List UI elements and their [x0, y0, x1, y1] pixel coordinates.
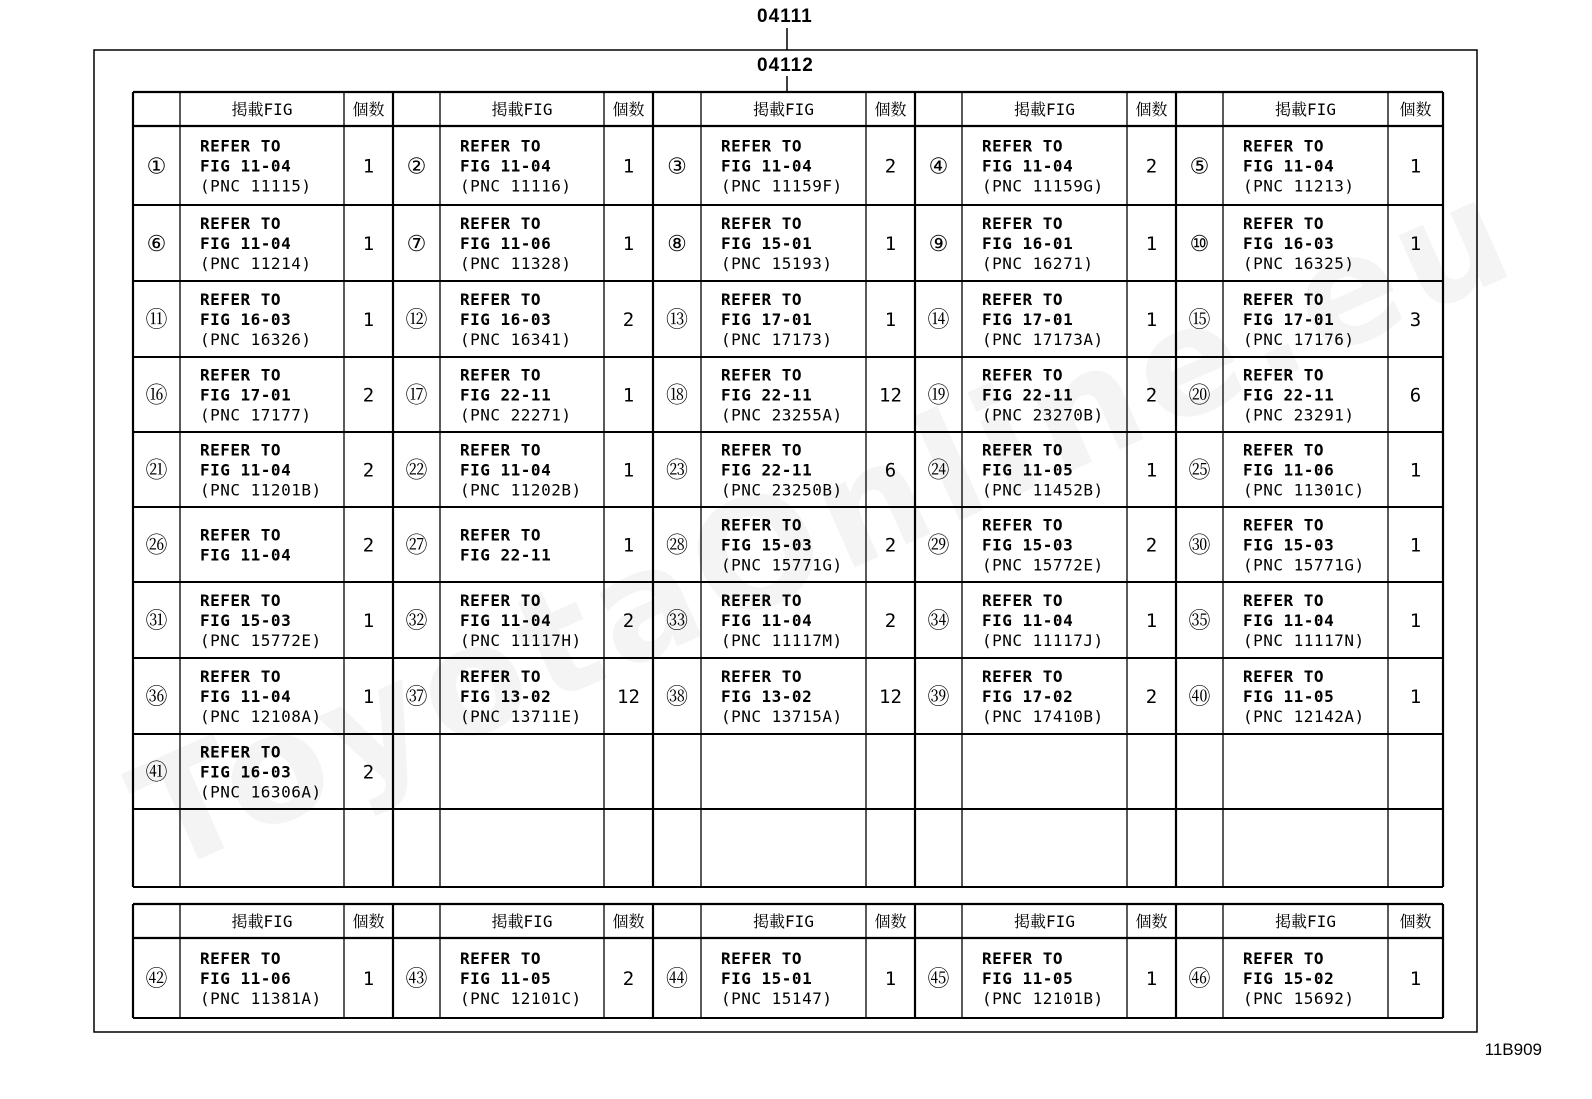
item-number: ㉘: [665, 533, 689, 559]
item-number: ㊺: [927, 967, 950, 992]
quantity-value: 1: [1409, 155, 1422, 178]
reference-text: REFER TO: [1243, 290, 1325, 309]
reference-text: (PNC 11452B): [982, 480, 1104, 500]
reference-text: FIG 17-01: [1243, 310, 1335, 329]
qty-column-header: 個数: [612, 912, 645, 931]
quantity-value: 2: [622, 968, 635, 990]
reference-text: (PNC 15772E): [200, 631, 322, 650]
reference-text: FIG 22-11: [460, 545, 552, 565]
upper-reference-table: [133, 92, 1443, 887]
quantity-value: 2: [622, 309, 635, 331]
item-number: ㉚: [1188, 533, 1211, 559]
reference-text: (PNC 23291): [1243, 405, 1355, 425]
item-number: ⑮: [1188, 308, 1211, 333]
reference-text: REFER TO: [1243, 136, 1325, 156]
reference-text: FIG 16-03: [200, 310, 292, 329]
reference-text: FIG 22-11: [1243, 385, 1335, 405]
reference-text: (PNC 16326): [200, 330, 312, 349]
reference-text: (PNC 17176): [1243, 330, 1355, 349]
quantity-value: 1: [362, 309, 375, 331]
quantity-value: 1: [362, 233, 375, 255]
reference-text: REFER TO: [460, 591, 542, 610]
item-number: ⑩: [1189, 232, 1210, 257]
reference-text: (PNC 11213): [1243, 176, 1355, 196]
reference-text: (PNC 15692): [1243, 989, 1355, 1008]
item-number: ⑯: [145, 383, 168, 409]
reference-text: FIG 11-06: [200, 969, 292, 988]
item-number: ⑪: [145, 308, 168, 333]
reference-text: REFER TO: [721, 136, 803, 156]
reference-text: FIG 11-04: [200, 545, 292, 565]
reference-text: (PNC 11115): [200, 176, 312, 196]
reference-text: REFER TO: [1243, 515, 1325, 535]
item-number: ㉖: [145, 533, 168, 559]
reference-text: REFER TO: [982, 667, 1064, 686]
quantity-value: 1: [622, 459, 635, 482]
item-number: ②: [406, 154, 427, 180]
reference-text: FIG 11-04: [460, 460, 552, 480]
item-number: ⑧: [667, 232, 687, 257]
reference-text: (PNC 23270B): [982, 405, 1104, 425]
item-number: ㉒: [405, 458, 428, 484]
reference-text: REFER TO: [721, 290, 803, 309]
quantity-value: 1: [1409, 534, 1422, 557]
quantity-value: 12: [879, 686, 902, 708]
reference-text: (PNC 15193): [721, 254, 833, 273]
quantity-value: 1: [362, 686, 375, 708]
reference-text: FIG 11-04: [200, 460, 292, 480]
qty-column-header: 個数: [1135, 100, 1168, 119]
reference-text: FIG 17-01: [982, 310, 1074, 329]
quantity-value: 1: [1409, 610, 1422, 632]
reference-text: REFER TO: [721, 214, 803, 233]
reference-text: REFER TO: [460, 136, 542, 156]
reference-text: FIG 22-11: [721, 460, 813, 480]
quantity-value: 1: [622, 155, 635, 178]
reference-text: REFER TO: [200, 591, 282, 610]
fig-column-header: 掲載FIG: [1275, 100, 1336, 119]
reference-text: FIG 11-05: [982, 460, 1074, 480]
reference-text: FIG 16-03: [1243, 234, 1335, 253]
reference-text: REFER TO: [1243, 440, 1325, 460]
quantity-value: 1: [1409, 968, 1422, 990]
reference-text: REFER TO: [982, 440, 1064, 460]
reference-text: FIG 15-03: [1243, 535, 1335, 555]
reference-text: FIG 15-03: [982, 535, 1074, 555]
quantity-value: 6: [884, 459, 897, 482]
reference-text: (PNC 17410B): [982, 707, 1104, 726]
reference-text: FIG 17-01: [721, 310, 813, 329]
reference-text: REFER TO: [721, 365, 803, 385]
reference-text: REFER TO: [200, 667, 282, 686]
item-number: ㉞: [927, 609, 950, 634]
reference-text: REFER TO: [200, 440, 282, 460]
reference-text: REFER TO: [721, 440, 803, 460]
quantity-value: 2: [362, 534, 375, 557]
reference-text: (PNC 11116): [460, 176, 572, 196]
item-number: ⑳: [1188, 383, 1211, 409]
reference-text: REFER TO: [200, 525, 282, 545]
quantity-value: 1: [622, 384, 635, 407]
qty-column-header: 個数: [874, 100, 907, 119]
reference-text: REFER TO: [460, 214, 542, 233]
quantity-value: 2: [884, 534, 897, 557]
reference-text: FIG 16-03: [200, 762, 292, 782]
fig-column-header: 掲載FIG: [491, 100, 553, 119]
reference-text: FIG 22-11: [982, 385, 1074, 405]
item-number: ⑰: [405, 383, 428, 409]
item-number: ⑭: [927, 308, 950, 333]
reference-text: (PNC 17177): [200, 405, 312, 425]
reference-text: FIG 11-04: [721, 156, 813, 176]
quantity-value: 2: [1145, 155, 1158, 178]
quantity-value: 1: [1409, 233, 1422, 255]
item-number: ㉔: [927, 458, 950, 484]
quantity-value: 6: [1409, 384, 1422, 407]
item-number: ③: [667, 154, 687, 180]
quantity-value: 1: [1145, 610, 1158, 632]
reference-text: FIG 17-01: [200, 385, 292, 405]
reference-text: REFER TO: [460, 667, 542, 686]
quantity-value: 1: [1145, 459, 1158, 482]
quantity-value: 1: [622, 534, 635, 557]
reference-text: REFER TO: [982, 591, 1064, 610]
quantity-value: 1: [884, 233, 897, 255]
fig-column-header: 掲載FIG: [231, 100, 293, 119]
fig-column-header: 掲載FIG: [491, 912, 553, 931]
reference-text: (PNC 11214): [200, 254, 312, 273]
item-number: ㊳: [665, 685, 689, 710]
reference-text: (PNC 11301C): [1243, 480, 1365, 500]
quantity-value: 12: [617, 686, 640, 708]
reference-text: FIG 11-04: [200, 687, 292, 706]
quantity-value: 2: [362, 384, 375, 407]
reference-text: (PNC 11201B): [200, 480, 322, 500]
reference-text: REFER TO: [721, 949, 803, 968]
qty-column-header: 個数: [1399, 100, 1432, 119]
qty-column-header: 個数: [1399, 912, 1432, 931]
reference-text: REFER TO: [982, 214, 1064, 233]
reference-text: (PNC 16325): [1243, 254, 1355, 273]
reference-text: REFER TO: [982, 136, 1064, 156]
quantity-value: 1: [622, 233, 635, 255]
reference-text: REFER TO: [460, 949, 542, 968]
reference-text: FIG 11-05: [982, 969, 1074, 988]
quantity-value: 1: [1145, 309, 1158, 331]
item-number: ⑨: [928, 232, 949, 257]
item-number: ㉛: [145, 609, 168, 634]
reference-text: (PNC 23255A): [721, 405, 843, 425]
reference-text: FIG 11-06: [460, 234, 552, 253]
reference-text: REFER TO: [200, 136, 282, 156]
reference-text: REFER TO: [982, 515, 1064, 535]
reference-text: FIG 11-05: [1243, 687, 1335, 706]
reference-text: (PNC 13711E): [460, 707, 582, 726]
reference-text: (PNC 11159F): [721, 176, 843, 196]
item-number: ⑤: [1189, 154, 1210, 180]
reference-text: (PNC 15771G): [1243, 555, 1365, 575]
item-number: ㉙: [927, 533, 950, 559]
item-number: ㉟: [1188, 609, 1211, 634]
item-number: ⑥: [146, 232, 167, 257]
reference-text: FIG 15-02: [1243, 969, 1335, 988]
item-number: ㉑: [145, 458, 168, 484]
fig-column-header: 掲載FIG: [1014, 100, 1075, 119]
reference-text: FIG 13-02: [460, 687, 552, 706]
reference-text: (PNC 22271): [460, 405, 572, 425]
reference-text: FIG 11-04: [200, 156, 292, 176]
reference-text: FIG 13-02: [721, 687, 813, 706]
reference-text: REFER TO: [721, 515, 803, 535]
fig-column-header: 掲載FIG: [1014, 912, 1075, 931]
quantity-value: 1: [1145, 233, 1158, 255]
reference-text: REFER TO: [1243, 591, 1325, 610]
lower-reference-table: [133, 904, 1443, 1018]
reference-text: FIG 11-04: [460, 611, 552, 630]
quantity-value: 1: [884, 309, 897, 331]
reference-text: (PNC 16341): [460, 330, 572, 349]
reference-text: REFER TO: [1243, 365, 1325, 385]
item-number: ㉗: [405, 533, 428, 559]
quantity-value: 2: [622, 610, 635, 632]
reference-text: (PNC 13715A): [721, 707, 843, 726]
quantity-value: 1: [1409, 459, 1422, 482]
reference-text: FIG 11-04: [721, 611, 813, 630]
fig-column-header: 掲載FIG: [753, 100, 814, 119]
reference-text: FIG 15-03: [200, 611, 292, 630]
item-number: ④: [928, 154, 949, 180]
item-number: ㊻: [1188, 967, 1211, 992]
quantity-value: 2: [362, 459, 375, 482]
quantity-value: 2: [1145, 384, 1158, 407]
quantity-value: 1: [1409, 686, 1422, 708]
reference-text: FIG 15-03: [721, 535, 813, 555]
reference-text: REFER TO: [460, 440, 542, 460]
reference-text: FIG 16-03: [460, 310, 552, 329]
drawing-number: 11B909: [1484, 1040, 1542, 1059]
item-number: ㊵: [1188, 685, 1211, 710]
reference-text: (PNC 11328): [460, 254, 572, 273]
reference-text: REFER TO: [982, 365, 1064, 385]
reference-text: FIG 16-01: [982, 234, 1074, 253]
reference-text: FIG 11-04: [982, 156, 1074, 176]
reference-text: FIG 22-11: [460, 385, 552, 405]
item-number: ㊱: [145, 685, 168, 710]
quantity-value: 2: [362, 761, 375, 784]
reference-text: (PNC 15772E): [982, 555, 1104, 575]
quantity-value: 3: [1409, 309, 1422, 331]
reference-text: REFER TO: [200, 214, 282, 233]
quantity-value: 1: [1145, 968, 1158, 990]
reference-text: (PNC 11117H): [460, 631, 582, 650]
reference-text: REFER TO: [1243, 214, 1325, 233]
quantity-value: 2: [884, 610, 897, 632]
item-number: ⑬: [665, 308, 689, 333]
reference-text: REFER TO: [200, 742, 282, 762]
reference-text: (PNC 11117N): [1243, 631, 1365, 650]
reference-text: FIG 11-04: [460, 156, 552, 176]
reference-text: (PNC 12108A): [200, 707, 322, 726]
quantity-value: 1: [362, 968, 375, 990]
reference-text: (PNC 16306A): [200, 782, 322, 802]
fig-column-header: 掲載FIG: [753, 912, 814, 931]
item-number: ㊲: [405, 685, 428, 710]
reference-text: FIG 17-02: [982, 687, 1074, 706]
reference-text: (PNC 12101B): [982, 989, 1104, 1008]
item-number: ㊹: [665, 967, 689, 992]
quantity-value: 1: [362, 610, 375, 632]
qty-column-header: 個数: [352, 912, 385, 931]
reference-text: REFER TO: [460, 365, 542, 385]
reference-text: (PNC 15147): [721, 989, 833, 1008]
item-number: ㉓: [665, 458, 689, 484]
reference-text: REFER TO: [1243, 949, 1325, 968]
reference-text: REFER TO: [982, 290, 1064, 309]
quantity-value: 1: [884, 968, 897, 990]
quantity-value: 2: [884, 155, 897, 178]
reference-text: (PNC 11159G): [982, 176, 1104, 196]
reference-text: REFER TO: [1243, 667, 1325, 686]
reference-text: FIG 11-05: [460, 969, 552, 988]
reference-text: REFER TO: [721, 667, 803, 686]
quantity-value: 1: [362, 155, 375, 178]
reference-text: FIG 11-04: [1243, 156, 1335, 176]
reference-text: (PNC 11117J): [982, 631, 1104, 650]
assembly-code: 04111: [757, 6, 813, 27]
subassembly-code: 04112: [757, 55, 814, 76]
reference-text: (PNC 17173A): [982, 330, 1104, 349]
quantity-value: 2: [1145, 534, 1158, 557]
reference-text: FIG 11-06: [1243, 460, 1335, 480]
item-number: ⑲: [927, 383, 950, 409]
item-number: ⑱: [665, 383, 689, 409]
reference-text: FIG 22-11: [721, 385, 813, 405]
quantity-value: 12: [879, 384, 902, 407]
reference-text: REFER TO: [200, 949, 282, 968]
reference-text: (PNC 11117M): [721, 631, 843, 650]
fig-column-header: 掲載FIG: [1275, 912, 1336, 931]
reference-text: REFER TO: [460, 290, 542, 309]
item-number: ㉝: [665, 609, 689, 634]
item-number: ⑫: [405, 308, 428, 333]
item-number: ㊷: [145, 967, 168, 992]
reference-text: (PNC 11202B): [460, 480, 582, 500]
reference-text: (PNC 23250B): [721, 480, 843, 500]
reference-text: FIG 15-01: [721, 234, 813, 253]
qty-column-header: 個数: [1135, 912, 1168, 931]
reference-text: FIG 11-04: [982, 611, 1074, 630]
reference-text: FIG 11-04: [1243, 611, 1335, 630]
item-number: ㊴: [927, 685, 950, 710]
reference-text: REFER TO: [721, 591, 803, 610]
item-number: ①: [146, 154, 167, 180]
reference-text: REFER TO: [982, 949, 1064, 968]
reference-text: FIG 11-04: [200, 234, 292, 253]
reference-text: (PNC 15771G): [721, 555, 843, 575]
reference-text: REFER TO: [200, 365, 282, 385]
reference-text: REFER TO: [460, 525, 542, 545]
item-number: ㉕: [1188, 458, 1211, 484]
fig-column-header: 掲載FIG: [231, 912, 293, 931]
qty-column-header: 個数: [612, 100, 645, 119]
reference-text: FIG 15-01: [721, 969, 813, 988]
reference-text: (PNC 12101C): [460, 989, 582, 1008]
qty-column-header: 個数: [874, 912, 907, 931]
reference-text: (PNC 17173): [721, 330, 833, 349]
reference-text: REFER TO: [200, 290, 282, 309]
item-number: ㉜: [405, 609, 428, 634]
item-number: ⑦: [406, 232, 427, 257]
item-number: ㊸: [405, 967, 428, 992]
qty-column-header: 個数: [352, 100, 385, 119]
reference-text: (PNC 11381A): [200, 989, 322, 1008]
reference-text: (PNC 12142A): [1243, 707, 1365, 726]
quantity-value: 2: [1145, 686, 1158, 708]
reference-text: (PNC 16271): [982, 254, 1094, 273]
item-number: ㊶: [145, 760, 168, 786]
